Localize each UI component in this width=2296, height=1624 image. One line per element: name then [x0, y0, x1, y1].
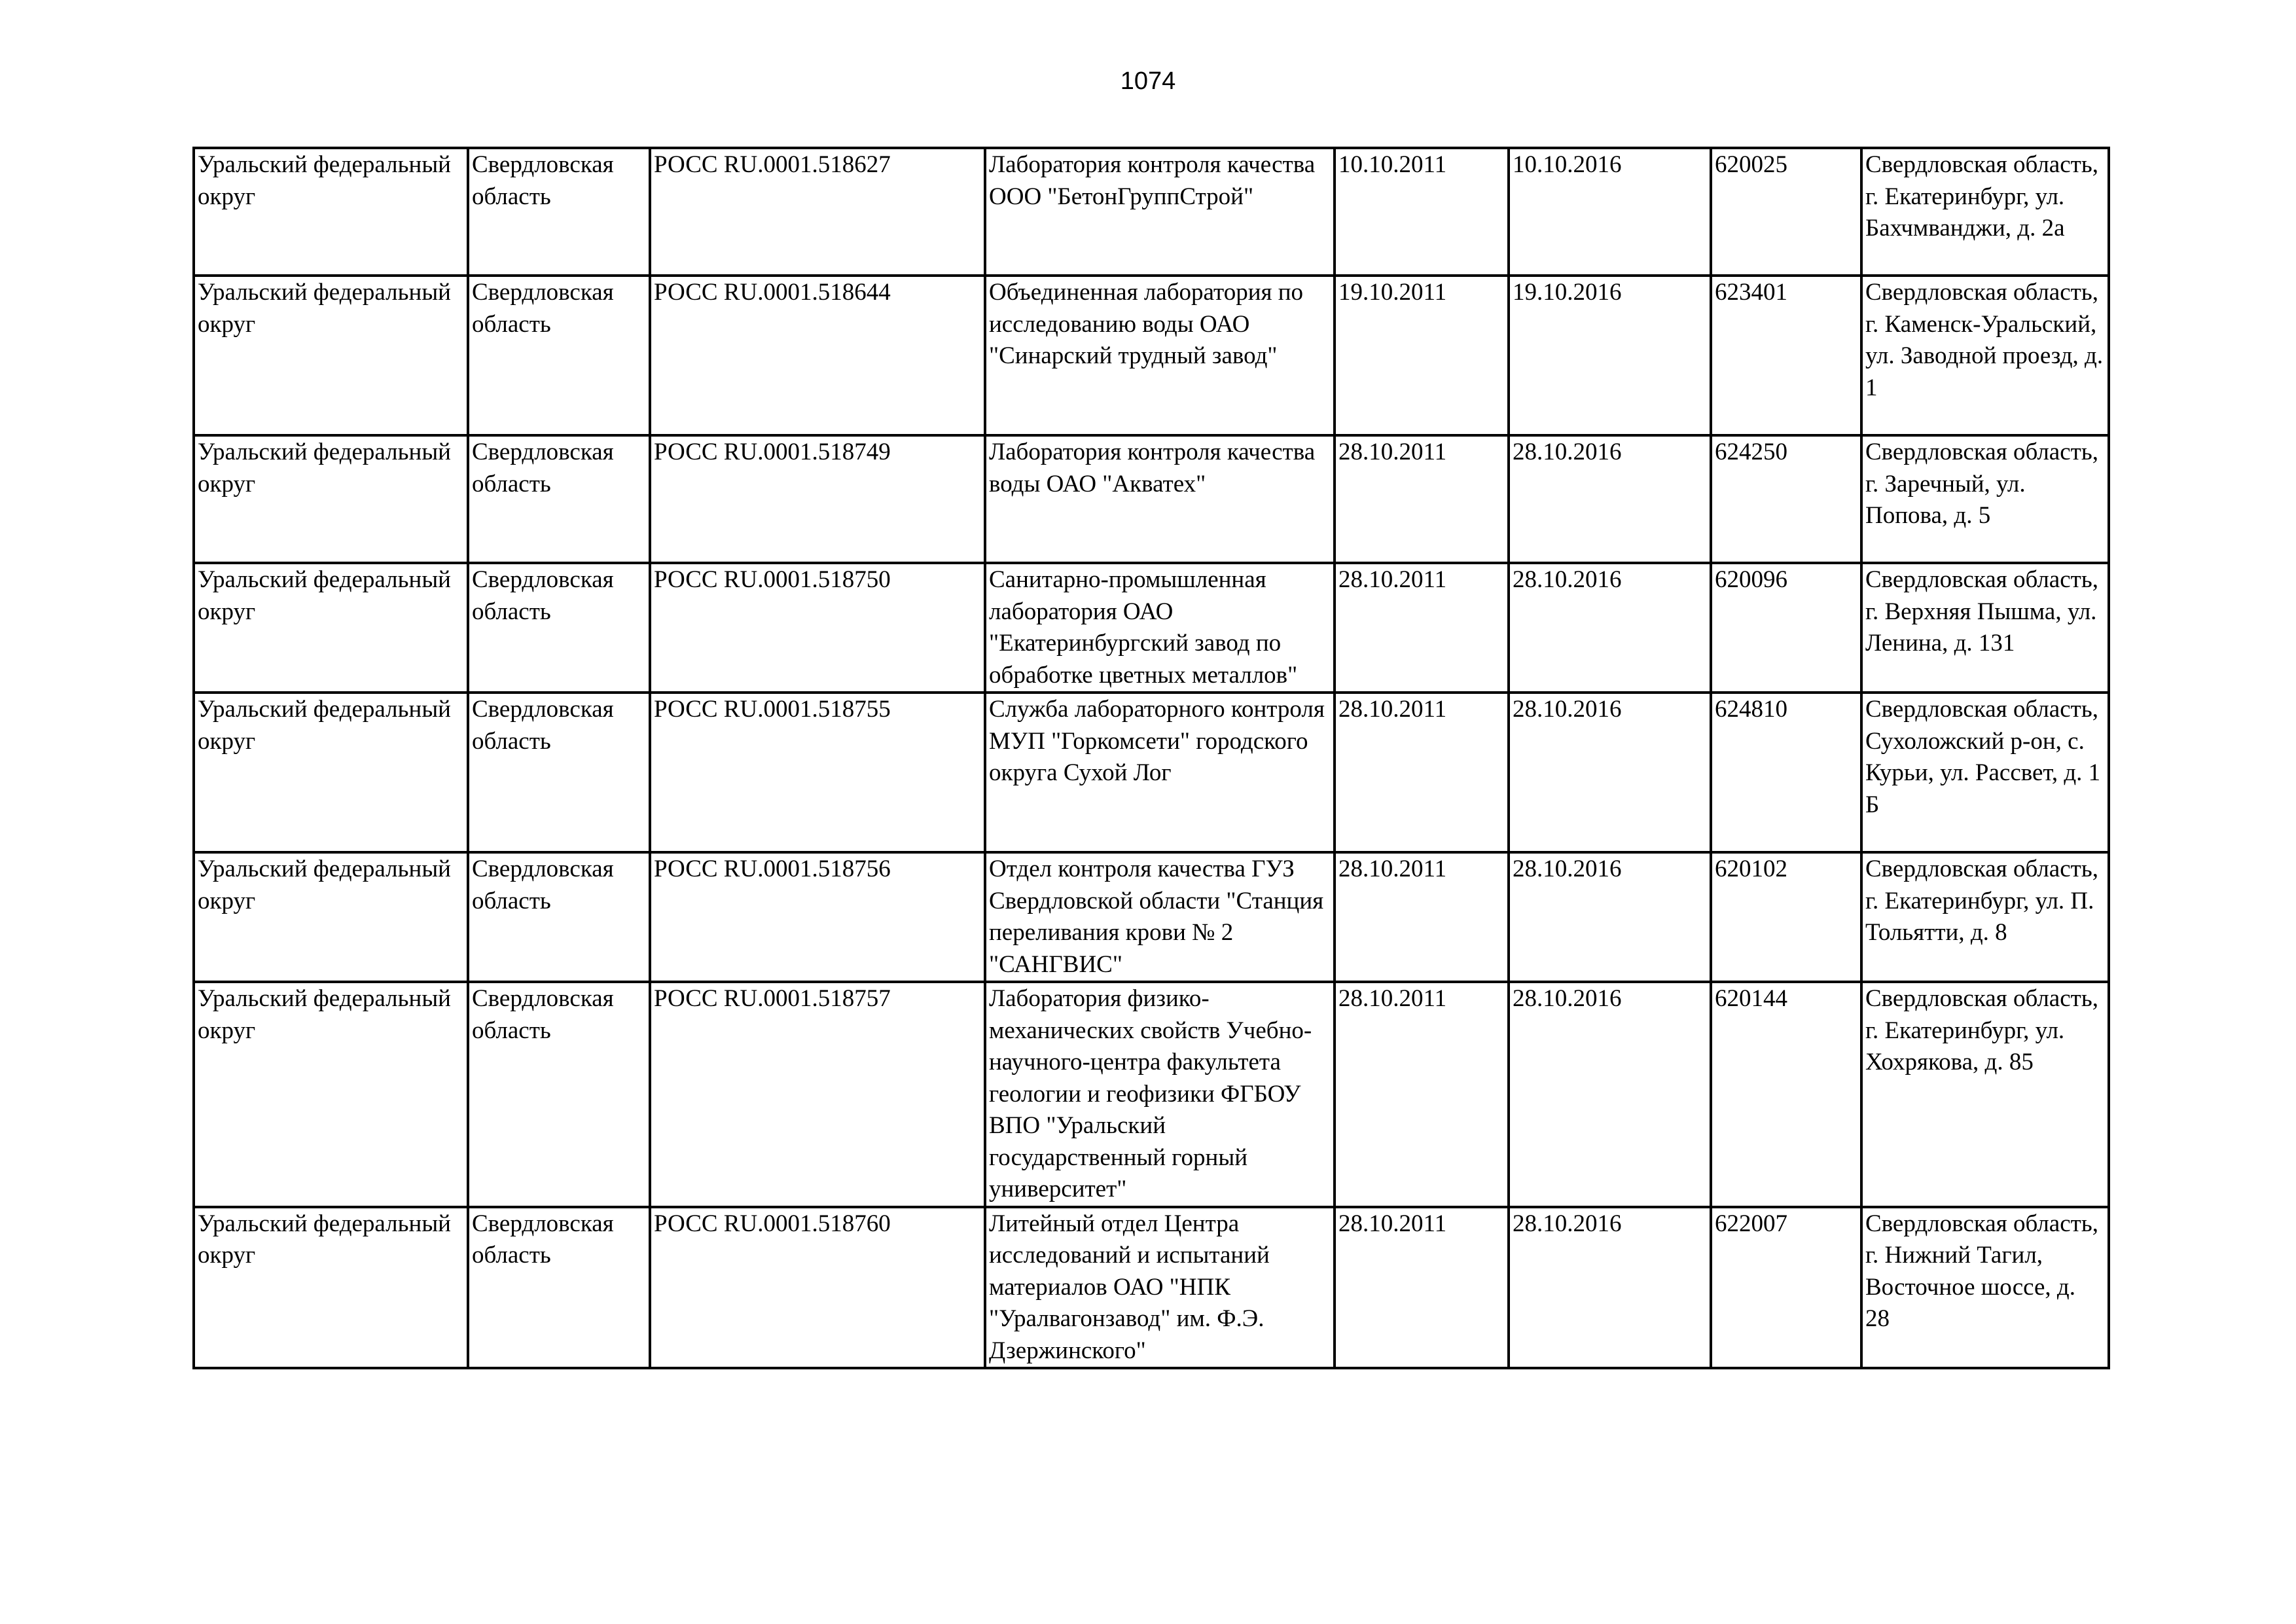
- cell-postal-index: 620102: [1711, 852, 1861, 982]
- table-row: [194, 693, 2109, 852]
- cell-laboratory-name: Санитарно-промышленная лаборатория ОАО "Екатеринбургский завод по обработке цветных металлов": [985, 563, 1335, 693]
- registry-table: [192, 147, 2110, 1369]
- cell-address: Свердловская область, г. Екатеринбург, ул. П. Тольятти, д. 8: [1861, 852, 2109, 982]
- cell-postal-index: 624810: [1711, 693, 1861, 852]
- cell-postal-index: 624250: [1711, 435, 1861, 563]
- table-row: [194, 148, 2109, 276]
- cell-region: Свердловская область: [468, 693, 650, 852]
- cell-certificate-number: РОСС RU.0001.518627: [650, 148, 985, 276]
- table-row: [194, 435, 2109, 563]
- cell-postal-index: 620096: [1711, 563, 1861, 693]
- cell-district: Уральский федеральный округ: [194, 852, 468, 982]
- cell-address: Свердловская область, г. Нижний Тагил, Восточное шоссе, д. 28: [1861, 1207, 2109, 1369]
- cell-date-from: 28.10.2011: [1335, 852, 1509, 982]
- cell-laboratory-name: Литейный отдел Центра исследований и испытаний материалов ОАО "НПК "Уралвагонзавод" им. Ф.Э. Дзержинского": [985, 1207, 1335, 1369]
- cell-date-from: 28.10.2011: [1335, 563, 1509, 693]
- page-number: 1074: [1120, 67, 1176, 95]
- cell-date-from: 28.10.2011: [1335, 693, 1509, 852]
- cell-date-to: 28.10.2016: [1509, 435, 1711, 563]
- cell-certificate-number: РОСС RU.0001.518756: [650, 852, 985, 982]
- cell-district: Уральский федеральный округ: [194, 435, 468, 563]
- table-row: [194, 982, 2109, 1207]
- cell-district: Уральский федеральный округ: [194, 563, 468, 693]
- cell-region: Свердловская область: [468, 435, 650, 563]
- cell-certificate-number: РОСС RU.0001.518755: [650, 693, 985, 852]
- cell-date-to: 28.10.2016: [1509, 563, 1711, 693]
- table-row: [194, 1207, 2109, 1369]
- cell-certificate-number: РОСС RU.0001.518750: [650, 563, 985, 693]
- cell-laboratory-name: Объединенная лаборатория по исследованию воды ОАО "Синарский трудный завод": [985, 276, 1335, 435]
- cell-region: Свердловская область: [468, 982, 650, 1207]
- cell-date-from: 19.10.2011: [1335, 276, 1509, 435]
- cell-laboratory-name: Лаборатория физико-механических свойств Учебно-научного-центра факультета геологии и геофизики ФГБОУ ВПО "Уральский государственный горный университет": [985, 982, 1335, 1207]
- cell-address: Свердловская область, г. Заречный, ул. Попова, д. 5: [1861, 435, 2109, 563]
- cell-date-to: 28.10.2016: [1509, 852, 1711, 982]
- cell-region: Свердловская область: [468, 852, 650, 982]
- cell-address: Свердловская область, г. Екатеринбург, ул. Бахчмванджи, д. 2а: [1861, 148, 2109, 276]
- cell-address: Свердловская область, г. Верхняя Пышма, ул. Ленина, д. 131: [1861, 563, 2109, 693]
- cell-date-to: 28.10.2016: [1509, 982, 1711, 1207]
- cell-laboratory-name: Служба лабораторного контроля МУП "Горкомсети" городского округа Сухой Лог: [985, 693, 1335, 852]
- cell-date-to: 10.10.2016: [1509, 148, 1711, 276]
- cell-address: Свердловская область, Сухоложский р-он, с. Курьи, ул. Рассвет, д. 1 Б: [1861, 693, 2109, 852]
- cell-address: Свердловская область, г. Каменск-Уральский, ул. Заводной проезд, д. 1: [1861, 276, 2109, 435]
- cell-certificate-number: РОСС RU.0001.518749: [650, 435, 985, 563]
- cell-certificate-number: РОСС RU.0001.518757: [650, 982, 985, 1207]
- cell-district: Уральский федеральный округ: [194, 148, 468, 276]
- cell-date-to: 28.10.2016: [1509, 1207, 1711, 1369]
- cell-date-to: 19.10.2016: [1509, 276, 1711, 435]
- cell-date-from: 28.10.2011: [1335, 435, 1509, 563]
- cell-date-from: 10.10.2011: [1335, 148, 1509, 276]
- cell-laboratory-name: Лаборатория контроля качества ООО "БетонГруппСтрой": [985, 148, 1335, 276]
- cell-postal-index: 623401: [1711, 276, 1861, 435]
- cell-postal-index: 620144: [1711, 982, 1861, 1207]
- cell-certificate-number: РОСС RU.0001.518760: [650, 1207, 985, 1369]
- cell-region: Свердловская область: [468, 276, 650, 435]
- cell-date-from: 28.10.2011: [1335, 982, 1509, 1207]
- cell-district: Уральский федеральный округ: [194, 693, 468, 852]
- cell-laboratory-name: Лаборатория контроля качества воды ОАО "Акватех": [985, 435, 1335, 563]
- table-row: [194, 563, 2109, 693]
- cell-region: Свердловская область: [468, 1207, 650, 1369]
- cell-district: Уральский федеральный округ: [194, 1207, 468, 1369]
- cell-region: Свердловская область: [468, 563, 650, 693]
- cell-date-from: 28.10.2011: [1335, 1207, 1509, 1369]
- cell-certificate-number: РОСС RU.0001.518644: [650, 276, 985, 435]
- cell-postal-index: 622007: [1711, 1207, 1861, 1369]
- cell-laboratory-name: Отдел контроля качества ГУЗ Свердловской области "Станция переливания крови № 2 "САНГВИС": [985, 852, 1335, 982]
- cell-district: Уральский федеральный округ: [194, 276, 468, 435]
- cell-region: Свердловская область: [468, 148, 650, 276]
- cell-district: Уральский федеральный округ: [194, 982, 468, 1207]
- cell-date-to: 28.10.2016: [1509, 693, 1711, 852]
- table-row: [194, 276, 2109, 435]
- cell-address: Свердловская область, г. Екатеринбург, ул. Хохрякова, д. 85: [1861, 982, 2109, 1207]
- table-row: [194, 852, 2109, 982]
- cell-postal-index: 620025: [1711, 148, 1861, 276]
